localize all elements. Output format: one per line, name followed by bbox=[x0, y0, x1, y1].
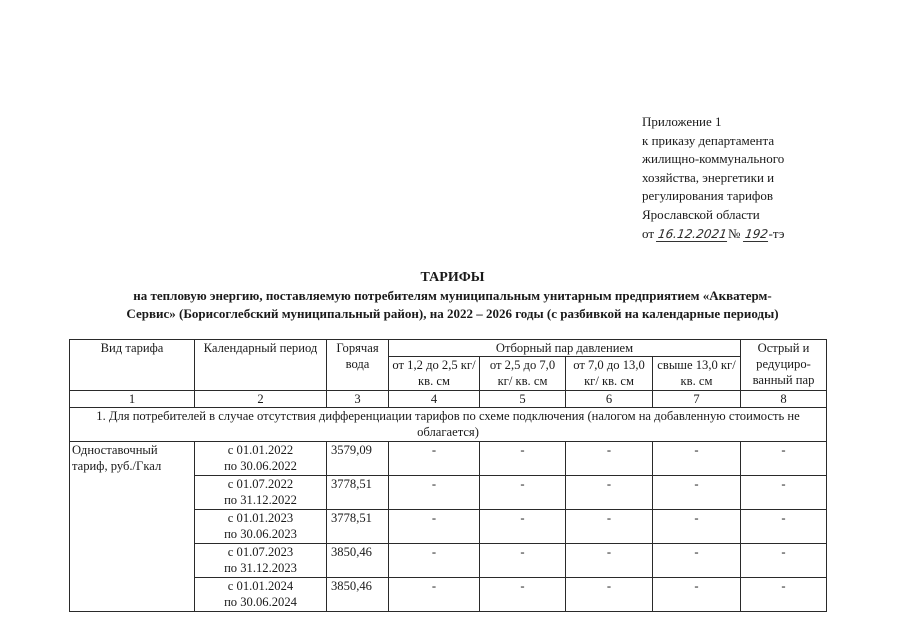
column-number-row bbox=[70, 391, 827, 408]
hot-water-value: 3850,46 bbox=[327, 544, 389, 578]
header-steam-3: от 7,0 до 13,0 кг/ кв. см bbox=[566, 357, 653, 391]
header-sharp-steam: Острый и редуциро-ванный пар bbox=[741, 340, 827, 391]
sharp-steam-value: - bbox=[741, 442, 827, 476]
period-to: по 30.06.2024 bbox=[224, 595, 297, 609]
period-to: по 30.06.2023 bbox=[224, 527, 297, 541]
steam-3-value: - bbox=[566, 578, 653, 612]
title-heading: ТАРИФЫ bbox=[420, 270, 485, 285]
steam-2-value: - bbox=[480, 544, 566, 578]
column-number: 5 bbox=[480, 391, 566, 408]
steam-1-value: - bbox=[389, 510, 480, 544]
column-number: 7 bbox=[653, 391, 741, 408]
appendix-line: хозяйства, энергетики и bbox=[642, 169, 775, 185]
header-calendar-period: Календарный период bbox=[195, 340, 327, 391]
header-steam-2: от 2,5 до 7,0 кг/ кв. см bbox=[480, 357, 566, 391]
sharp-steam-value: - bbox=[741, 510, 827, 544]
steam-3-value: - bbox=[566, 476, 653, 510]
steam-2-value: - bbox=[480, 476, 566, 510]
period-cell bbox=[195, 476, 327, 510]
period-cell bbox=[195, 578, 327, 612]
tariff-name: Одноставочный тариф, руб./Гкал bbox=[70, 442, 195, 612]
steam-3-value: - bbox=[566, 510, 653, 544]
column-number: 6 bbox=[566, 391, 653, 408]
steam-2-value: - bbox=[480, 578, 566, 612]
steam-4-value: - bbox=[653, 578, 741, 612]
appendix-line: Приложение 1 bbox=[642, 114, 722, 129]
sharp-steam-value: - bbox=[741, 544, 827, 578]
steam-4-value: - bbox=[653, 510, 741, 544]
sharp-steam-value: - bbox=[741, 476, 827, 510]
steam-3-value: - bbox=[566, 544, 653, 578]
period-from: с 01.01.2022 bbox=[227, 443, 294, 457]
period-to: по 30.06.2022 bbox=[224, 459, 297, 473]
number-prefix: № bbox=[727, 225, 741, 241]
steam-4-value: - bbox=[653, 476, 741, 510]
order-reference bbox=[642, 225, 882, 244]
period-to: по 31.12.2023 bbox=[224, 561, 297, 575]
header-hot-water: Горячая вода bbox=[327, 340, 389, 391]
steam-1-value: - bbox=[389, 544, 480, 578]
tariff-table bbox=[69, 339, 827, 612]
header-steam-group: Отборный пар давлением bbox=[389, 340, 741, 357]
section-title: 1. Для потребителей в случае отсутствия дифференциации тарифов по схеме подключения (налогом на добавленную стоимость не облагается) bbox=[70, 408, 827, 442]
period-cell bbox=[195, 510, 327, 544]
steam-3-value: - bbox=[566, 442, 653, 476]
column-number: 2 bbox=[195, 391, 327, 408]
column-number: 3 bbox=[327, 391, 389, 408]
column-number: 1 bbox=[70, 391, 195, 408]
steam-1-value: - bbox=[389, 476, 480, 510]
period-to: по 31.12.2022 bbox=[224, 493, 297, 507]
from-prefix: от bbox=[642, 225, 655, 241]
period-from: с 01.07.2023 bbox=[227, 545, 294, 559]
hot-water-value: 3778,51 bbox=[327, 510, 389, 544]
title-line-1: на тепловую энергию, поставляемую потребителям муниципальным унитарным предприятием «Акватерм- bbox=[133, 288, 772, 303]
steam-4-value: - bbox=[653, 442, 741, 476]
appendix-note bbox=[642, 113, 882, 243]
steam-2-value: - bbox=[480, 510, 566, 544]
handwritten-number: 192 bbox=[743, 226, 769, 241]
header-tariff-type: Вид тарифа bbox=[70, 340, 195, 391]
appendix-line: Ярославской области bbox=[642, 206, 760, 222]
steam-1-value: - bbox=[389, 578, 480, 612]
period-from: с 01.01.2023 bbox=[227, 511, 294, 525]
column-number: 4 bbox=[389, 391, 480, 408]
header-steam-1: от 1,2 до 2,5 кг/ кв. см bbox=[389, 357, 480, 391]
appendix-line: регулирования тарифов bbox=[642, 188, 773, 204]
number-suffix: -тэ bbox=[768, 225, 785, 241]
period-from: с 01.07.2022 bbox=[227, 477, 294, 491]
title-line-2: Сервис» (Борисоглебский муниципальный район), на 2022 – 2026 годы (с разбивкой на календарные периоды) bbox=[126, 306, 779, 321]
sharp-steam-value: - bbox=[741, 578, 827, 612]
hot-water-value: 3778,51 bbox=[327, 476, 389, 510]
period-cell bbox=[195, 544, 327, 578]
steam-2-value: - bbox=[480, 442, 566, 476]
document-title bbox=[40, 269, 865, 323]
steam-4-value: - bbox=[653, 544, 741, 578]
column-number: 8 bbox=[741, 391, 827, 408]
steam-1-value: - bbox=[389, 442, 480, 476]
table-row bbox=[70, 442, 827, 476]
period-from: с 01.01.2024 bbox=[227, 579, 294, 593]
appendix-line: к приказу департамента bbox=[642, 132, 775, 148]
header-steam-4: свыше 13,0 кг/ кв. см bbox=[653, 357, 741, 391]
hot-water-value: 3850,46 bbox=[327, 578, 389, 612]
hot-water-value: 3579,09 bbox=[327, 442, 389, 476]
appendix-line: жилищно-коммунального bbox=[642, 151, 785, 167]
handwritten-date: 16.12.2021 bbox=[657, 226, 729, 241]
period-cell bbox=[195, 442, 327, 476]
